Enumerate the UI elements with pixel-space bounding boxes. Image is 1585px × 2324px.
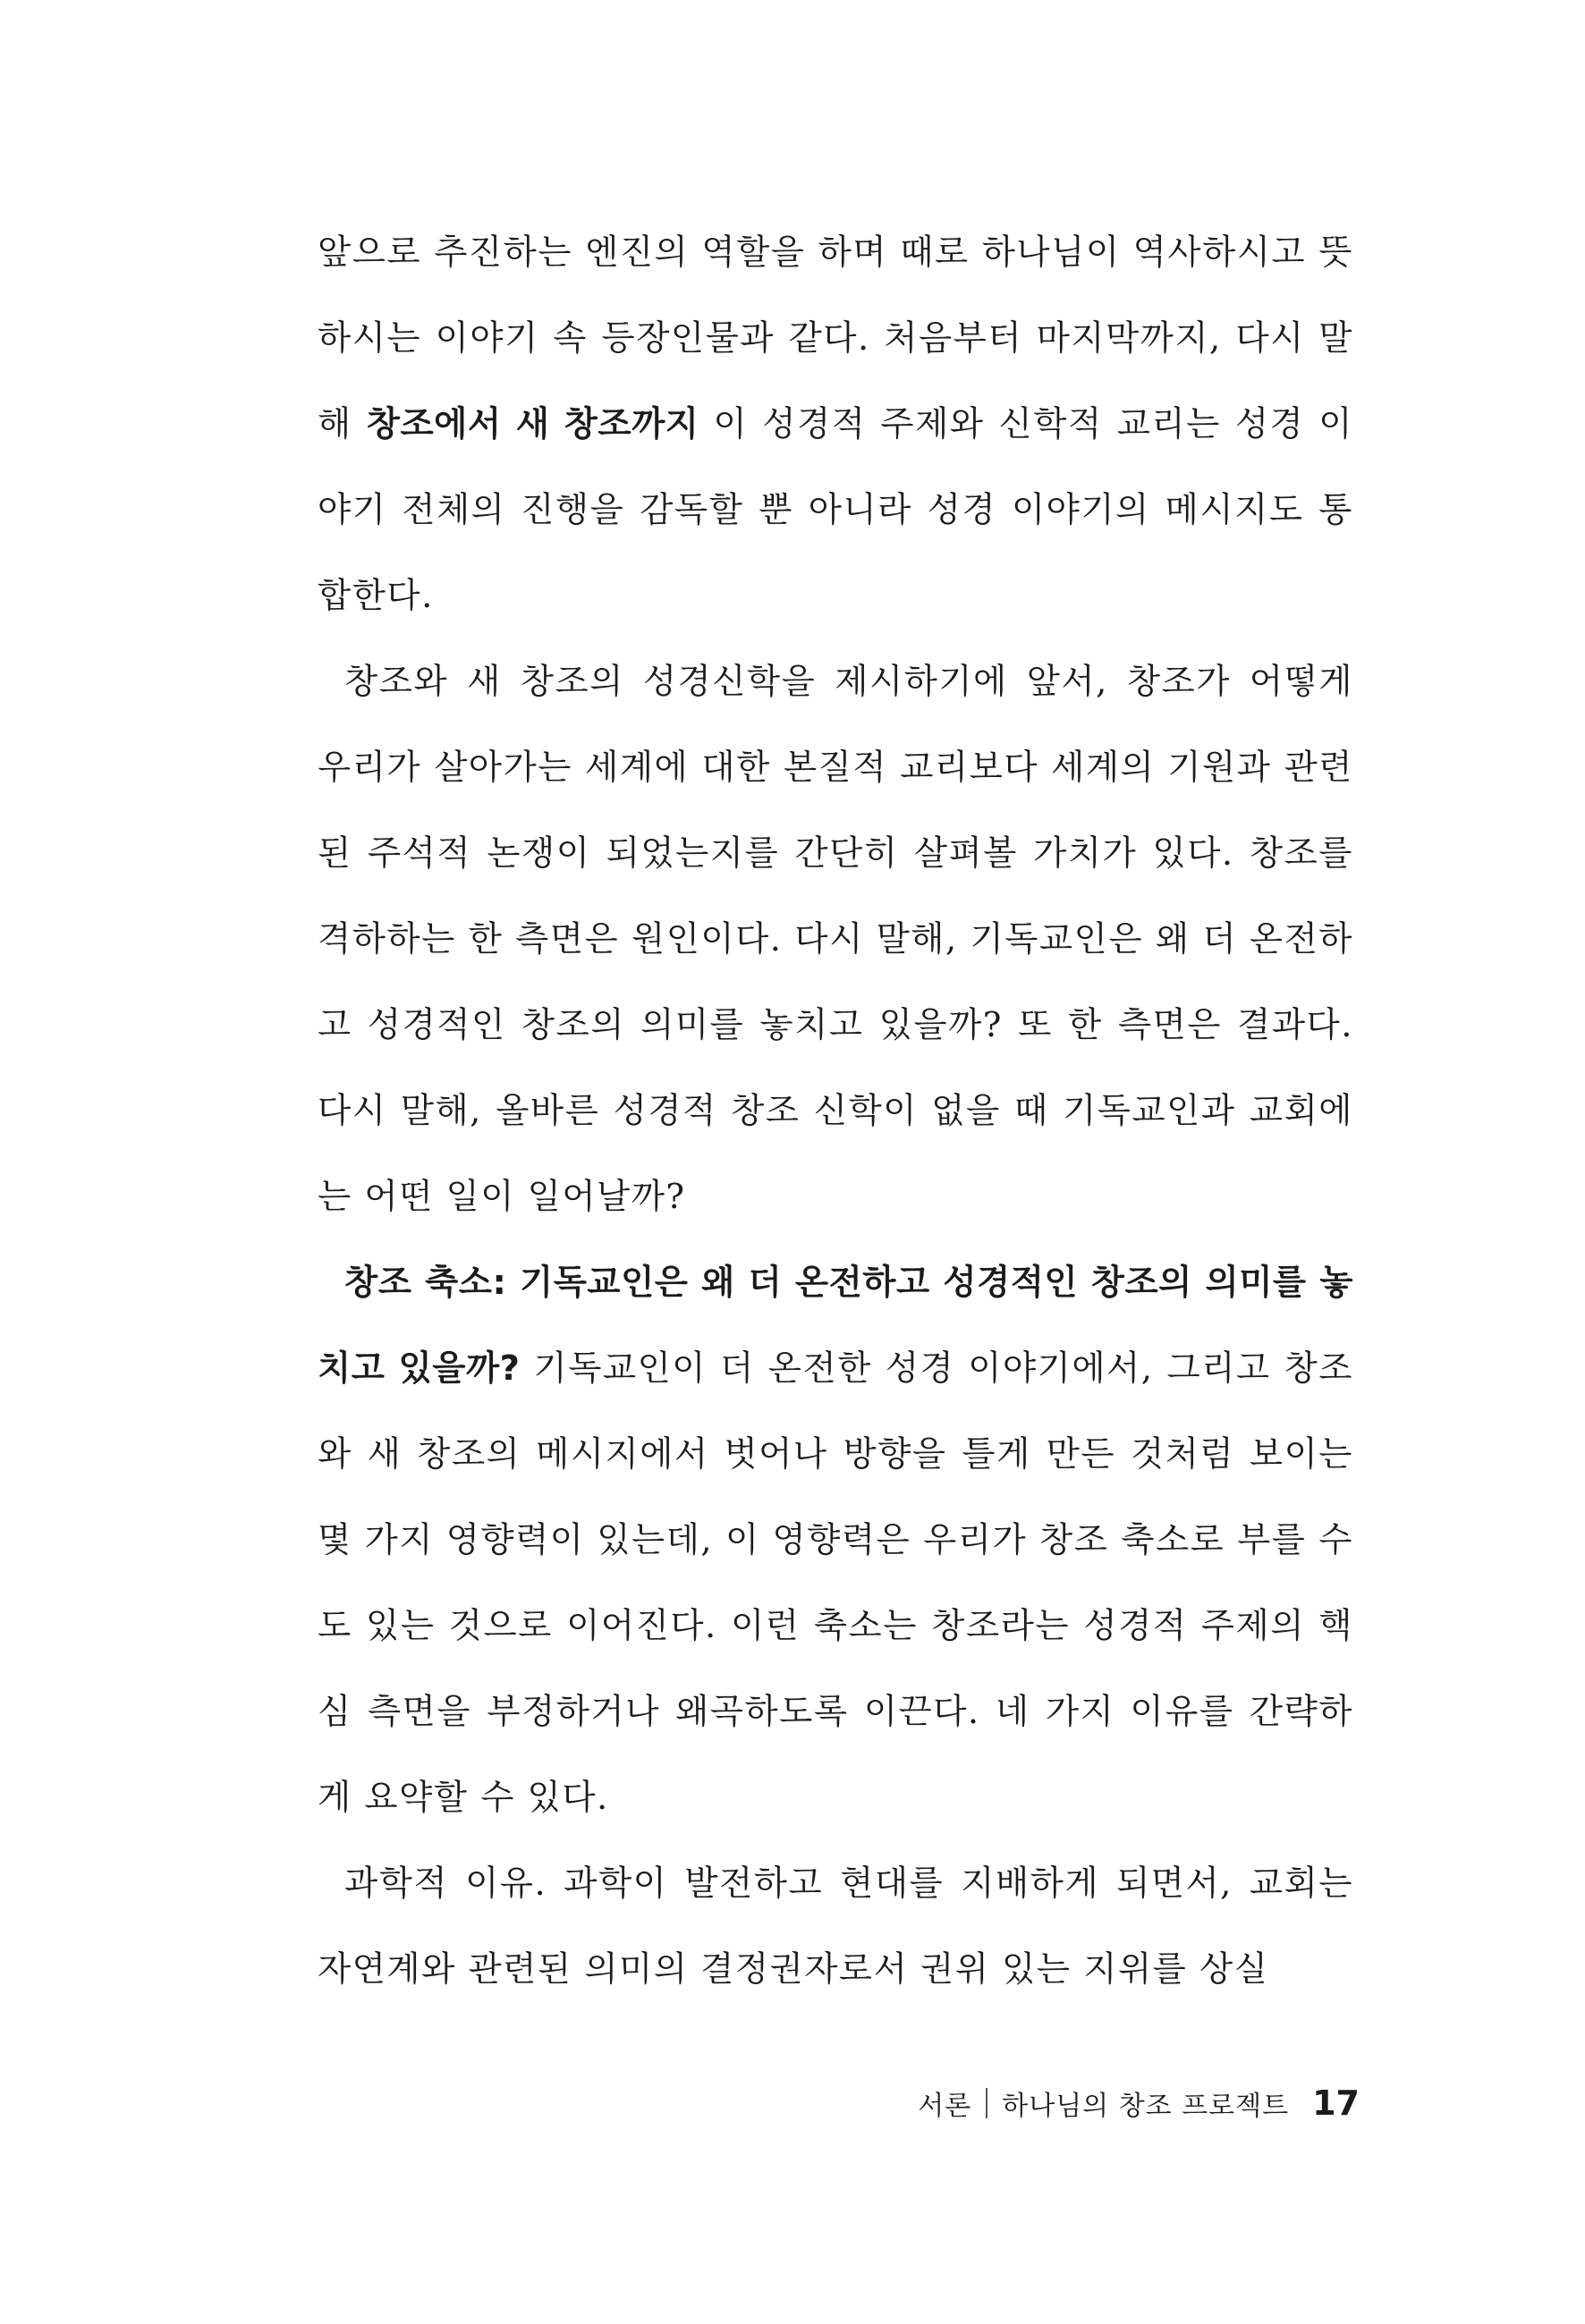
footer-chapter: 서론 <box>918 2091 972 2122</box>
page-footer <box>918 2080 1360 2126</box>
paragraph-1 <box>318 210 1353 639</box>
body-text <box>318 210 1353 2013</box>
footer-book-title: 하나님의 창조 프로젝트 <box>1002 2091 1290 2122</box>
paragraph-2: 창조와 새 창조의 성경신학을 제시하기에 앞서, 창조가 어떻게 우리가 살아가는 세계에 대한 본질적 교리보다 세계의 기원과 관련된 주석적 논쟁이 되었는지를 간단히 살펴볼 가치가 있다. 창조를 격하하는 한 측면은 원인이다. 다시 말해, 기독교인은 왜 더 온전하고 성경적인 창조의 의미를 놓치고 있을까? 또 한 측면은 결과다. 다시 말해, 올바른 성경적 창조 신학이 없을 때 기독교인과 교회에는 어떤 일이 일어날까? <box>318 662 1353 1217</box>
paragraph-4: 과학적 이유. 과학이 발전하고 현대를 지배하게 되면서, 교회는 자연계와 관련된 의미의 결정권자로서 권위 있는 지위를 상실 <box>318 1863 1353 1990</box>
section-heading: 창조 축소: 기독교인은 왜 더 온전하고 성경적인 창조의 의미를 놓치고 있을까? <box>318 1263 1353 1389</box>
paragraph-1-text-a: 앞으로 추진하는 엔진의 역할을 하며 때로 하나님이 역사하시고 뜻하시는 이야기 속 등장인물과 같다. 처음부터 마지막까지, 다시 말해 <box>318 232 1353 444</box>
paragraph-1-emphasis: 창조에서 새 창조까지 <box>366 404 699 444</box>
page-number: 17 <box>1312 2083 1360 2123</box>
paragraph-1-text-b: 이 성경적 주제와 신학적 교리는 성경 이야기 전체의 진행을 감독할 뿐 아니라 성경 이야기의 메시지도 통합한다. <box>318 404 1353 616</box>
paragraph-3-text: 기독교인이 더 온전한 성경 이야기에서, 그리고 창조와 새 창조의 메시지에서 벗어나 방향을 틀게 만든 것처럼 보이는 몇 가지 영향력이 있는데, 이 영향력은 우리가 창조 축소로 부를 수도 있는 것으로 이어진다. 이런 축소는 창조라는 성경적 주제의 핵심 측면을 부정하거나 왜곡하도록 이끈다. 네 가지 이유를 간략하게 요약할 수 있다. <box>318 1348 1353 1818</box>
footer-divider <box>986 2088 987 2118</box>
paragraph-3 <box>318 1240 1353 1841</box>
